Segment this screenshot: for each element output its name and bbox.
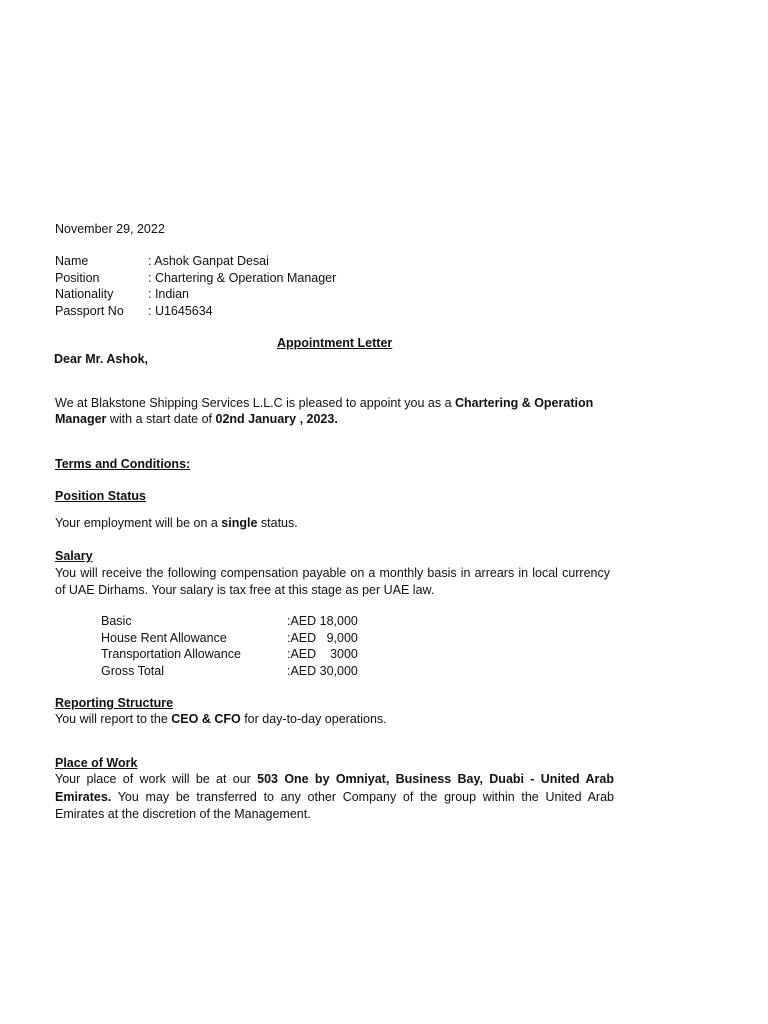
comp-value: :AED 9,000 <box>287 630 358 645</box>
info-value: : Chartering & Operation Manager <box>148 270 337 285</box>
info-label: Nationality <box>55 287 114 301</box>
salary-text: You will receive the following compensation payable on a monthly basis in arrears in local currency of UAE Dirhams. Your salary is tax free at this stage as per UAE law. <box>55 566 610 597</box>
info-row-position <box>55 270 336 287</box>
info-label: Passport No <box>55 303 124 318</box>
status-text: status. <box>257 516 298 530</box>
pow-address: 503 One by Omniyat, Business Bay, Duabi - United Arab Emirates. <box>55 772 614 804</box>
status-value: single <box>221 516 258 530</box>
intro-role: Chartering & Operation Manager <box>55 396 594 426</box>
comp-label: House Rent Allowance <box>101 630 227 645</box>
info-row-passport <box>55 303 336 320</box>
intro-text: with a start date of <box>106 412 216 426</box>
info-label: Position <box>55 270 100 285</box>
position-status-heading: Position Status <box>55 489 146 503</box>
comp-label: Transportation Allowance <box>101 647 241 661</box>
terms-heading: Terms and Conditions: <box>55 457 191 471</box>
comp-row <box>101 613 358 630</box>
recipient-info <box>55 253 336 319</box>
position-status-text <box>55 515 298 531</box>
place-of-work-heading: Place of Work <box>55 756 138 770</box>
compensation-table <box>101 613 358 679</box>
pow-suffix: You may be transferred to any other Company of the group within the United Arab Emirates at the discretion of the Management. <box>55 789 614 821</box>
letter-title: Appointment Letter <box>277 336 393 350</box>
info-value: : Indian <box>148 287 190 301</box>
comp-value: :AED 3000 <box>287 647 358 661</box>
reporting-prefix: You will report to the <box>55 712 172 726</box>
status-text: Your employment will be on a <box>55 516 222 530</box>
info-value: : U1645634 <box>148 303 213 318</box>
salutation: Dear Mr. Ashok, <box>54 352 149 366</box>
intro-start-date: 02nd January , 2023. <box>215 412 338 426</box>
info-row-name <box>55 253 336 270</box>
comp-row <box>101 646 358 663</box>
place-of-work-text <box>55 771 614 824</box>
letter-date: November 29, 2022 <box>55 222 165 236</box>
salary-heading: Salary <box>55 549 93 563</box>
info-value: : Ashok Ganpat Desai <box>148 254 269 268</box>
pow-prefix: Your place of work will be at our <box>55 772 258 786</box>
comp-row <box>101 663 358 680</box>
comp-row <box>101 630 358 647</box>
reporting-to: CEO & CFO <box>171 712 241 726</box>
intro-text: We at Blakstone Shipping Services L.L.C is pleased to appoint you as a <box>55 396 456 410</box>
reporting-heading: Reporting Structure <box>55 696 174 710</box>
info-row-nationality <box>55 286 336 303</box>
reporting-text <box>55 711 387 727</box>
comp-value: :AED 18,000 <box>287 614 358 628</box>
intro-paragraph <box>55 395 615 427</box>
info-label: Name <box>55 254 89 268</box>
comp-label: Basic <box>101 614 132 628</box>
comp-label: Gross Total <box>101 663 164 678</box>
reporting-suffix: for day-to-day operations. <box>240 712 387 726</box>
comp-value: :AED 30,000 <box>287 663 358 678</box>
